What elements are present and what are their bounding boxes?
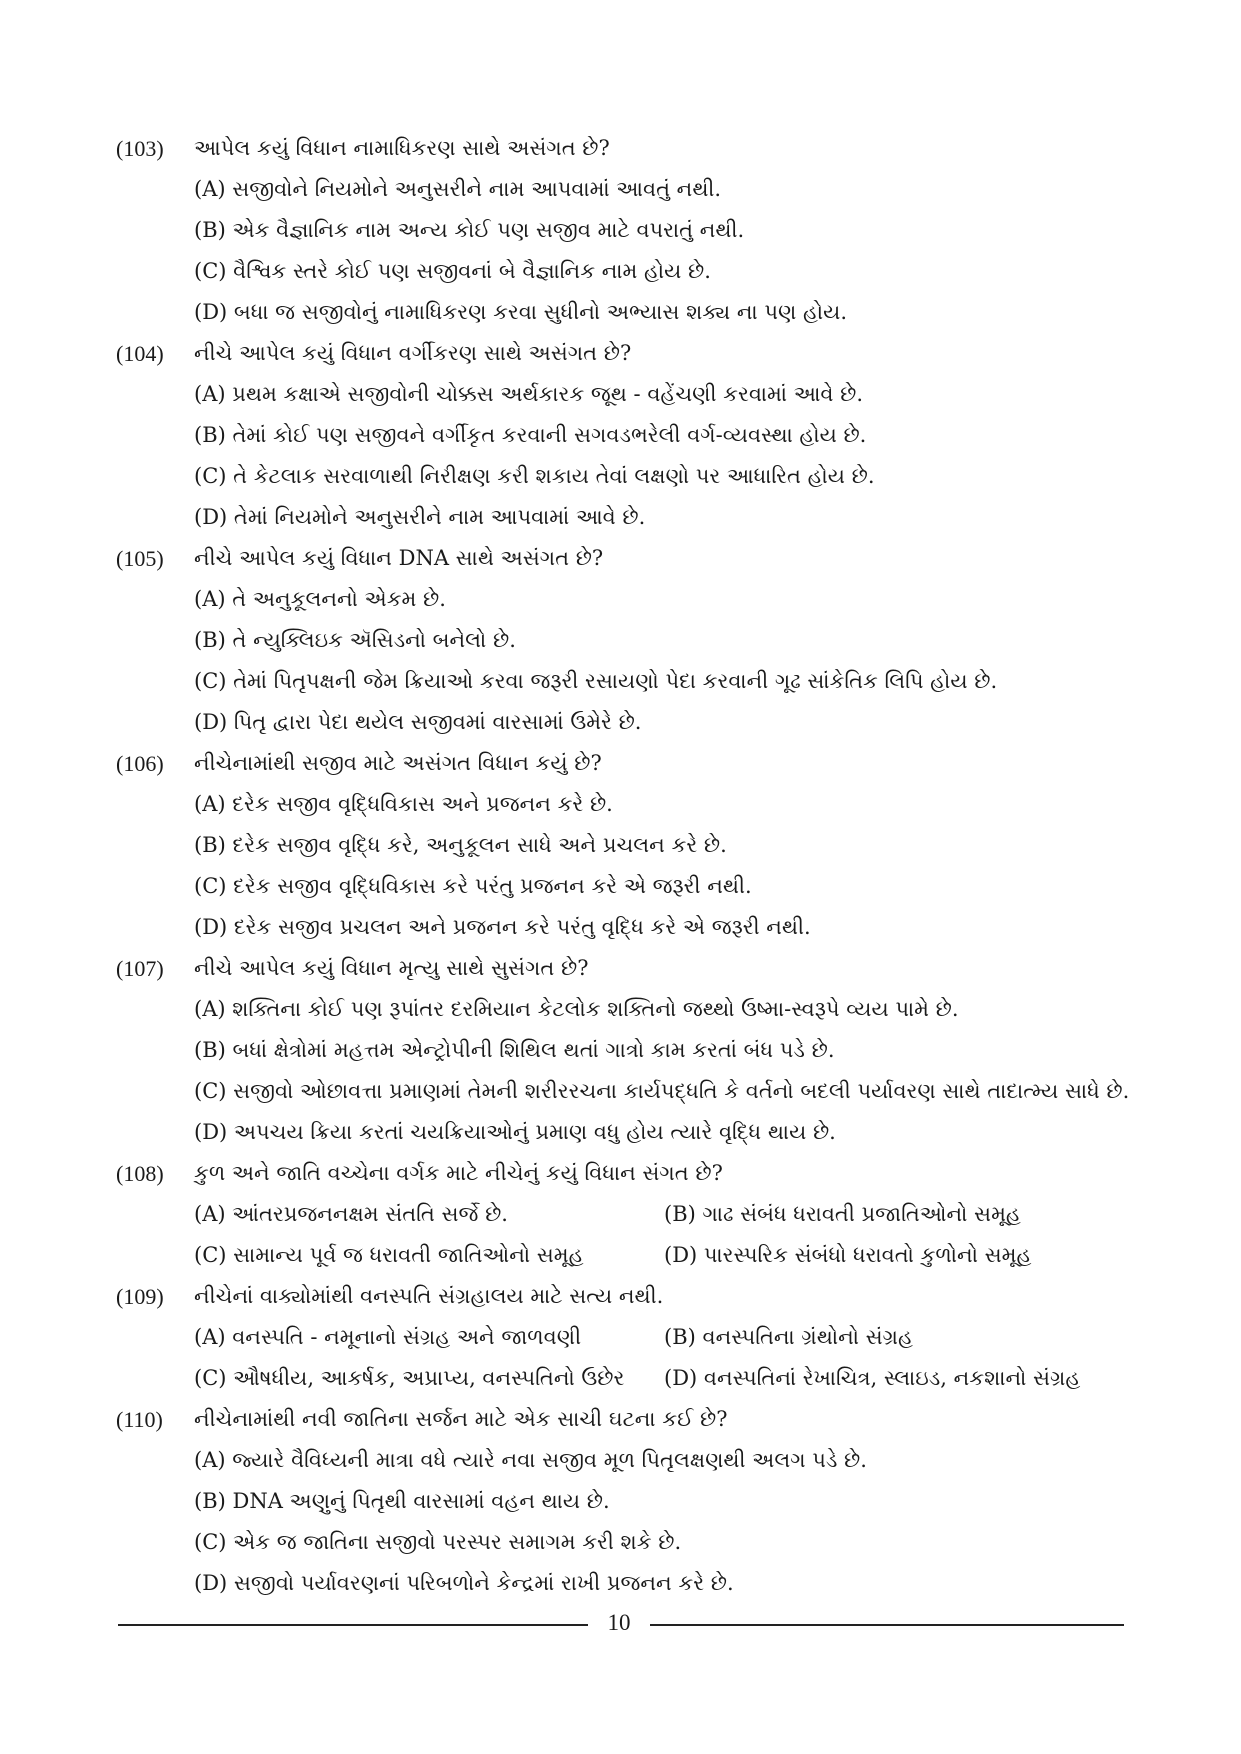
option: (B) તે ન્યુક્લિઇક ઍસિડનો બનેલો છે. <box>194 628 516 652</box>
option: (D) તેમાં નિયમોને અનુસરીને નામ આપવામાં આવે છે. <box>194 505 646 529</box>
option-row <box>194 1317 1146 1358</box>
option: (B) દરેક સજીવ વૃદ્ધિ કરે, અનુકૂલન સાધે અને પ્રચલન કરે છે. <box>194 833 727 857</box>
question-text: કુળ અને જાતિ વચ્ચેના વર્ગક માટે નીચેનું કયું વિધાન સંગત છે? <box>194 1161 723 1185</box>
option-row <box>194 1358 1146 1399</box>
question <box>116 948 1146 1153</box>
question-text: નીચેનાં વાક્યોમાંથી વનસ્પતિ સંગ્રહાલય માટે સત્ય નથી. <box>194 1284 664 1308</box>
option: (C) તેમાં પિતૃપક્ષની જેમ ક્રિયાઓ કરવા જરૂરી રસાયણો પેદા કરવાની ગૂઢ સાંકેતિક લિપિ હોય છે. <box>194 669 998 693</box>
option: (D) દરેક સજીવ પ્રચલન અને પ્રજનન કરે પરંતુ વૃદ્ધિ કરે એ જરૂરી નથી. <box>194 915 811 939</box>
question <box>116 128 1146 333</box>
question <box>116 333 1146 538</box>
question <box>116 743 1146 948</box>
question-text: નીચે આપેલ કયું વિધાન વર્ગીકરણ સાથે અસંગત છે? <box>194 341 632 365</box>
question <box>116 1153 1146 1276</box>
question-list <box>116 128 1146 1604</box>
option: (D) સજીવો પર્યાવરણનાં પરિબળોને કેન્દ્રમાં રાખી પ્રજનન કરે છે. <box>194 1571 734 1595</box>
question-text: નીચેનામાંથી સજીવ માટે અસંગત વિધાન કયું છે? <box>194 751 602 775</box>
option: (A) દરેક સજીવ વૃદ્ધિવિકાસ અને પ્રજનન કરે છે. <box>194 792 613 816</box>
option: (D) પારસ્પરિક સંબંધો ધરાવતો કુળોનો સમૂહ <box>664 1243 1032 1267</box>
question-number: (105) <box>116 545 164 571</box>
option: (C) સજીવો ઓછાવત્તા પ્રમાણમાં તેમની શરીરરચના કાર્યપદ્ધતિ કે વર્તનો બદલી પર્યાવરણ સાથે તાદાત્મ્ય સાધે છે. <box>194 1079 1130 1103</box>
question-text: નીચે આપેલ કયું વિધાન મૃત્યુ સાથે સુસંગત છે? <box>194 956 589 980</box>
option: (D) પિતૃ દ્વારા પેદા થયેલ સજીવમાં વારસામાં ઉમેરે છે. <box>194 710 642 734</box>
question-number: (108) <box>116 1160 164 1186</box>
option: (C) સામાન્ય પૂર્વ જ ધરાવતી જાતિઓનો સમૂહ <box>194 1243 584 1267</box>
option: (B) વનસ્પતિના ગ્રંથોનો સંગ્રહ <box>664 1325 913 1349</box>
question-number: (106) <box>116 750 164 776</box>
question-number: (109) <box>116 1283 164 1309</box>
option: (B) ગાઢ સંબંધ ધરાવતી પ્રજાતિઓનો સમૂહ <box>664 1202 1021 1226</box>
option: (A) વનસ્પતિ - નમૂનાનો સંગ્રહ અને જાળવણી <box>194 1325 582 1349</box>
option: (B) બધાં ક્ષેત્રોમાં મહત્તમ એન્ટ્રોપીની શિથિલ થતાં ગાત્રો કામ કરતાં બંધ પડે છે. <box>194 1038 835 1062</box>
question <box>116 1399 1146 1604</box>
option-row <box>194 1194 1146 1235</box>
option: (D) અપચય ક્રિયા કરતાં ચયક્રિયાઓનું પ્રમાણ વધુ હોય ત્યારે વૃદ્ધિ થાય છે. <box>194 1120 836 1144</box>
option: (A) પ્રથમ કક્ષાએ સજીવોની ચોક્કસ અર્થકારક જૂથ - વહેંચણી કરવામાં આવે છે. <box>194 382 864 406</box>
option: (B) DNA અણુનું પિતૃથી વારસામાં વહન થાય છે. <box>194 1489 610 1513</box>
question <box>116 1276 1146 1399</box>
option: (A) શક્તિના કોઈ પણ રૂપાંતર દરમિયાન કેટલોક શક્તિનો જથ્થો ઉષ્મા-સ્વરૂપે વ્યય પામે છે. <box>194 997 959 1021</box>
footer-rule-left <box>118 1624 588 1626</box>
option: (B) એક વૈજ્ઞાનિક નામ અન્ય કોઈ પણ સજીવ માટે વપરાતું નથી. <box>194 218 745 242</box>
page-number: 10 <box>607 1610 631 1635</box>
question-number: (103) <box>116 135 164 161</box>
option: (D) વનસ્પતિનાં રેખાચિત્ર, સ્લાઇડ, નકશાનો સંગ્રહ <box>664 1366 1081 1390</box>
option: (C) એક જ જાતિના સજીવો પરસ્પર સમાગમ કરી શકે છે. <box>194 1530 682 1554</box>
question-text: નીચેનામાંથી નવી જાતિના સર્જન માટે એક સાચી ઘટના કઈ છે? <box>194 1407 728 1431</box>
question-number: (107) <box>116 955 164 981</box>
footer-rule-right <box>650 1624 1124 1626</box>
option: (C) ઔષધીય, આકર્ષક, અપ્રાપ્ય, વનસ્પતિનો ઉછેર <box>194 1366 625 1390</box>
option: (A) આંતરપ્રજનનક્ષમ સંતતિ સર્જે છે. <box>194 1202 508 1226</box>
question-text: નીચે આપેલ કયું વિધાન DNA સાથે અસંગત છે? <box>194 546 604 570</box>
page-footer <box>118 1608 1124 1638</box>
question-number: (110) <box>116 1406 163 1432</box>
option: (B) તેમાં કોઈ પણ સજીવને વર્ગીકૃત કરવાની સગવડભરેલી વર્ગ-વ્યવસ્થા હોય છે. <box>194 423 867 447</box>
option: (A) જ્યારે વૈવિધ્યની માત્રા વધે ત્યારે નવા સજીવ મૂળ પિતૃલક્ષણથી અલગ પડે છે. <box>194 1448 867 1472</box>
question <box>116 538 1146 743</box>
question-number: (104) <box>116 340 164 366</box>
option: (D) બધા જ સજીવોનું નામાધિકરણ કરવા સુધીનો અભ્યાસ શક્ય ના પણ હોય. <box>194 300 848 324</box>
option: (C) તે કેટલાક સરવાળાથી નિરીક્ષણ કરી શકાય તેવાં લક્ષણો પર આધારિત હોય છે. <box>194 464 875 488</box>
option: (C) વૈશ્વિક સ્તરે કોઈ પણ સજીવનાં બે વૈજ્ઞાનિક નામ હોય છે. <box>194 259 711 283</box>
option: (A) તે અનુકૂલનનો એકમ છે. <box>194 587 446 611</box>
option-row <box>194 1235 1146 1276</box>
option: (C) દરેક સજીવ વૃદ્ધિવિકાસ કરે પરંતુ પ્રજનન કરે એ જરૂરી નથી. <box>194 874 752 898</box>
question-text: આપેલ કયું વિધાન નામાધિકરણ સાથે અસંગત છે? <box>194 136 610 160</box>
option: (A) સજીવોને નિયમોને અનુસરીને નામ આપવામાં આવતું નથી. <box>194 177 722 201</box>
